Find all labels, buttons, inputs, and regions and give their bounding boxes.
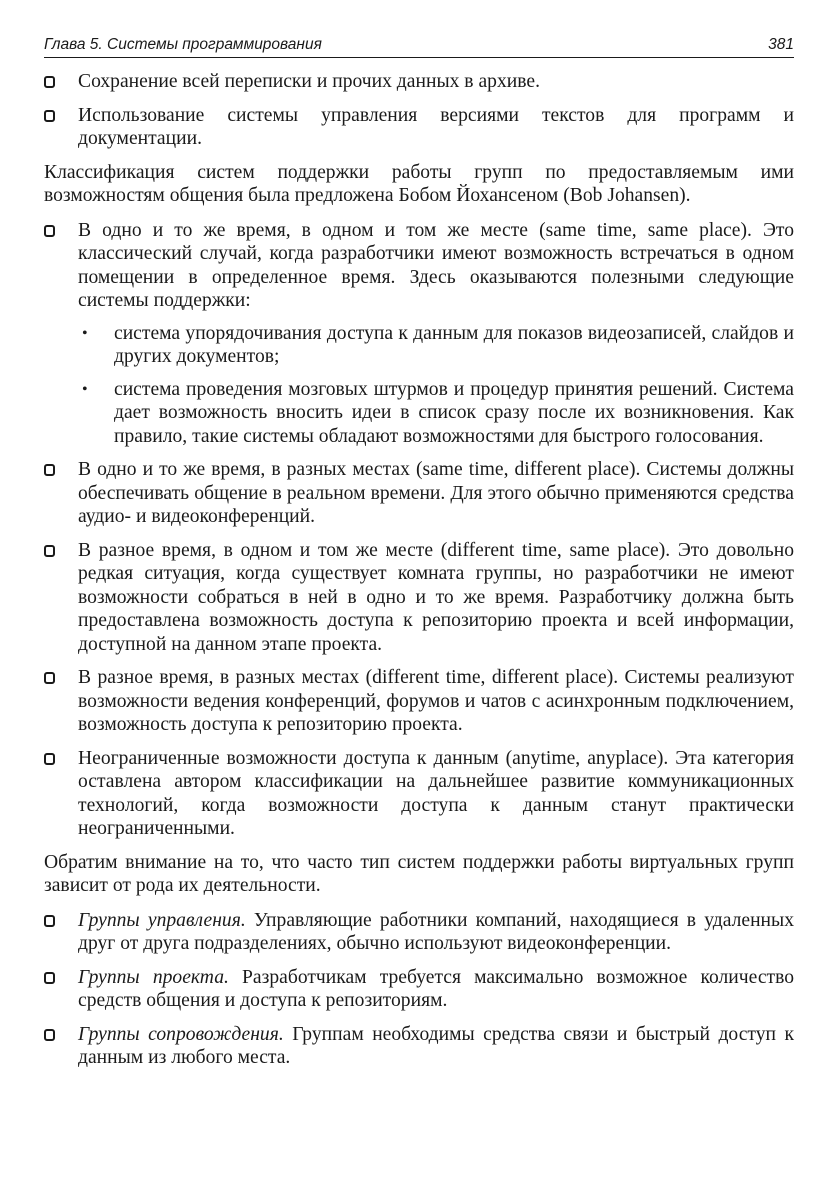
list-item-text [78,909,794,956]
list-item [44,666,794,737]
list-item [44,539,794,657]
checkbox-bullet-icon [44,753,55,765]
list-item-text: Сохранение всей переписки и прочих данных в архиве. [78,71,540,92]
sub-list-item [78,378,794,449]
checkbox-bullet-icon [44,76,55,88]
term-lead: Группы проекта. [78,966,229,988]
sub-list-item [78,322,794,369]
checkbox-bullet-icon [44,972,55,984]
list-item-text: Неограниченные возможности доступа к данным (anytime, anyplace). Эта категория оставлена автором классификации на дальнейшее развитие коммуникационных технологий, когда возможности доступа к данным станут практически неограниченными. [78,747,794,839]
checkbox-bullet-icon [44,225,55,237]
checkbox-bullet-icon [44,915,55,927]
page-number: 381 [768,36,794,53]
checkbox-bullet-icon [44,1029,55,1041]
list-item [44,909,794,956]
list-item-text: В разное время, в одном и том же месте (different time, same place). Это довольно редкая ситуация, когда существует комната группы, но разработчики не имеют возможности собраться в ней в одно и то же время. Разработчику должна быть предоставлена возможность доступа к репозиторию проекта и всей информации, доступной на данном этапе проекта. [78,539,794,655]
list-item-text: Использование системы управления версиями текстов для программ и документации. [78,104,794,149]
list-item [44,1023,794,1070]
checkbox-bullet-icon [44,464,55,476]
checkbox-bullet-icon [44,672,55,684]
list-item [44,966,794,1013]
list-item [44,747,794,841]
running-header [44,36,794,58]
bullet-dot-icon: • [82,324,88,342]
list-item-text [78,1023,794,1070]
list-item-text: В одно и то же время, в одном и том же месте (same time, same place). Это классический случай, когда разработчики имеют возможность встречаться в одном помещении в определенное время. Здесь оказываются полезными следующие системы поддержки: [78,219,794,311]
bullet-dot-icon: • [82,380,88,398]
sub-list-item-text: система упорядочивания доступа к данным для показов видеозаписей, слайдов и других документов; [114,322,794,367]
book-page [44,36,794,1080]
checkbox-bullet-icon [44,545,55,557]
list-item-text [78,966,794,1013]
list-item [44,70,794,94]
sub-list-item-text: система проведения мозговых штурмов и процедур принятия решений. Система дает возможность вносить идеи в список сразу после их возникновения. Как правило, такие системы обладают возможностями для быстрого голосования. [114,378,794,447]
list-item-text: В разное время, в разных местах (different time, different place). Системы реализуют возможности ведения конференций, форумов и чатов с асинхронным подключением, возможность доступа к репозиторию проекта. [78,667,794,735]
term-lead: Группы управления. [78,909,246,931]
paragraph: Обратим внимание на то, что часто тип систем поддержки работы виртуальных групп зависит от рода их деятельности. [44,851,794,896]
term-description: Управляющие работники компаний, находящиеся в удаленных друг от друга подразделениях, обычно используют видеоконференции. [78,909,795,954]
list-item-body [78,219,794,449]
list-item [44,104,794,151]
term-lead: Группы сопровождения. [78,1023,284,1045]
list-item [44,458,794,529]
list-item [44,219,794,449]
chapter-title: Глава 5. Системы программирования [44,36,322,53]
list-item-text: В одно и то же время, в разных местах (same time, different place). Системы должны обеспечивать общение в реальном времени. Для этого обычно применяются средства аудио- и видеоконференций. [78,459,794,527]
term-description: Разработчикам требуется максимально возможное количество средств общения и доступа к репозиториям. [78,966,794,1011]
term-description: Группам необходимы средства связи и быстрый доступ к данным из любого места. [78,1023,794,1068]
paragraph: Классификация систем поддержки работы групп по предоставляемым ими возможностям общения была предложена Бобом Йохансеном (Bob Johansen). [44,161,794,206]
checkbox-bullet-icon [44,110,55,122]
